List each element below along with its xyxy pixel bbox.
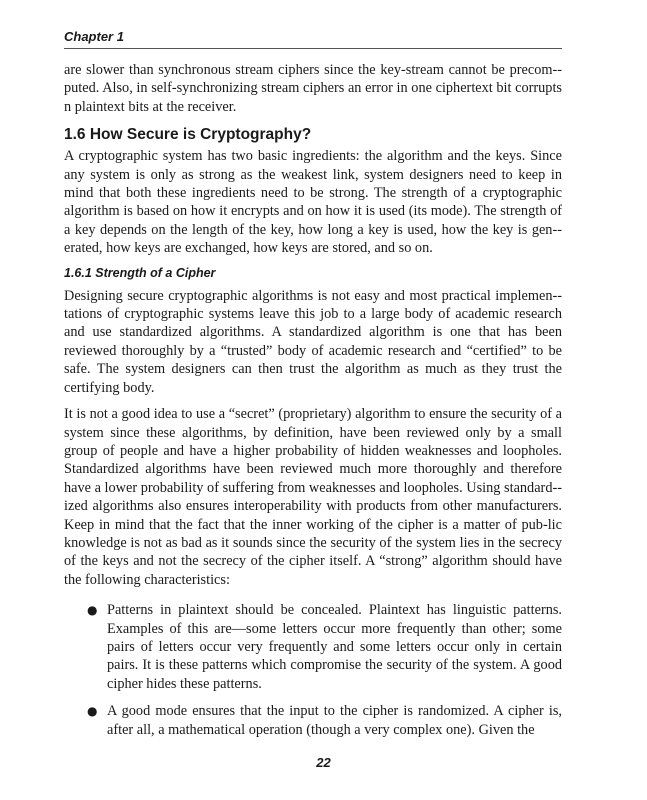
list-item <box>64 601 562 693</box>
section-heading: 1.6 How Secure is Cryptography? <box>64 126 312 144</box>
characteristics-list <box>64 601 562 739</box>
subsection-paragraph-2: It is not a good idea to use a “secret” (proprietary) algorithm to ensure the security of a system since these algorithms, by definition, have been reviewed only by a small group of people and have a higher probability of hidden weaknesses and loopholes. Standardized algorithms have been reviewed much more thoroughly and therefore have a lower probability of suffering from weaknesses and loopholes. Using standard-ized algorithms also ensures interoperability with products from other manufacturers. Keep in mind that the fact that the inner working of the cipher is a matter of pub-lic knowledge is not as bad as it sounds since the security of the system lies in the secrecy of the keys and not the secrecy of the cipher itself. A “strong” algorithm should have the following characteristics: <box>64 406 562 588</box>
page-body <box>64 28 562 748</box>
list-item-text: A good mode ensures that the input to the cipher is randomized. A cipher is, after all, a mathematical operation (though a very complex one). Given the <box>107 703 562 738</box>
subsection-heading: 1.6.1 Strength of a Cipher <box>64 265 216 280</box>
list-item-text: Patterns in plaintext should be concealed. Plaintext has linguistic patterns. Examples of this are—some letters occur more frequently than other; some pairs of letters occur very frequently and some letters occur only in certain pairs. It is these patterns which compromise the security of the system. A good cipher hides these patterns. <box>107 602 562 692</box>
section-paragraph: A cryptographic system has two basic ingredients: the algorithm and the keys. Since any system is only as strong as the weakest link, system designers need to keep in mind that both these ingredients need to be strong. The strength of a cryptographic algorithm is based on how it encrypts and on how it is used (its mode). The strength of a key depends on the length of the key, how long a key is used, how the key is gen-erated, how keys are exchanged, how keys are stored, and so on. <box>64 148 562 257</box>
subsection-paragraph-1: Designing secure cryptographic algorithms is not easy and most practical implemen-tations of cryptographic systems leave this job to a large body of academic research and use standardized algorithms. A standardized algorithm is one that has been reviewed thoroughly by a “trusted” body of academic research and “certified” to be safe. The system designers can then trust the algorithm as much as they trust the certifying body. <box>64 287 562 396</box>
list-item <box>64 702 562 739</box>
page-number: 22 <box>316 755 331 770</box>
bullet-icon: ● <box>87 603 98 618</box>
bullet-icon: ● <box>87 704 98 719</box>
intro-paragraph: are slower than synchronous stream ciphers since the key-stream cannot be precom-puted. Also, in self-synchronizing stream ciphers an error in one ciphertext bit corrupts n plaintext bits at the receiver. <box>64 62 562 115</box>
chapter-running-head: Chapter 1 <box>64 28 562 49</box>
